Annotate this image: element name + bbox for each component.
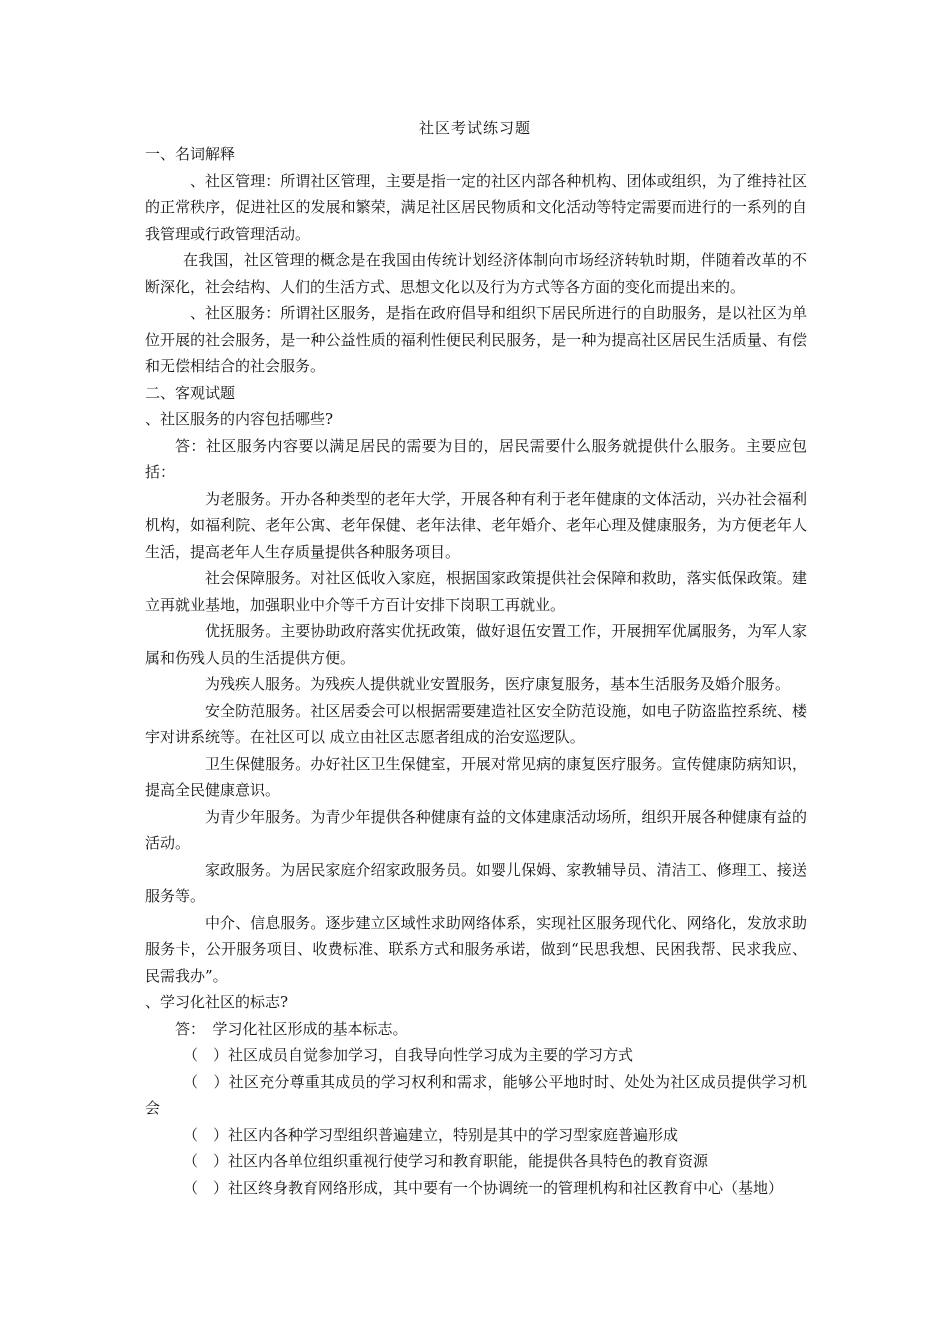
learning-mark-item: （ ）社区充分尊重其成员的学习权利和需求，能够公平地时时、处处为社区成员提供学习机会: [145, 1072, 807, 1117]
service-item: 优抚服务。主要协助政府落实优抚政策，做好退伍安置工作，开展拥军优属服务，为军人家属和伤残人员的生活提供方便。: [145, 622, 807, 667]
term-management-background: 在我国，社区管理的概念是在我国由传统计划经济体制向市场经济转轨时期，伴随着改革的不断深化，社会结构、人们的生活方式、思想文化以及行为方式等各方面的变化而提出来的。: [145, 251, 807, 296]
question-learning-community: 、学习化社区的标志?: [145, 993, 289, 1011]
learning-mark-item: （ ）社区内各单位组织重视行使学习和教育职能，能提供各具特色的教育资源: [183, 1152, 709, 1170]
term-community-service: 、社区服务：所谓社区服务，是指在政府倡导和组织下居民所进行的自助服务，是以社区为单位开展的社会服务，是一种公益性质的福利性便民利民服务，是一种为提高社区居民生活质量、有偿和无偿相结合的社会服务。: [145, 304, 807, 375]
section-heading-terms: 一、名词解释: [145, 145, 236, 163]
learning-mark-item: （ ）社区内各种学习型组织普遍建立，特别是其中的学习型家庭普遍形成: [183, 1125, 679, 1144]
answer-service-intro-text: 答：社区服务内容要以满足居民的需要为目的，居民需要什么服务就提供什么服务。主要应包括：: [145, 436, 807, 481]
service-item: 中介、信息服务。逐步建立区域性求助网络体系，实现社区服务现代化、网络化，发放求助服务卡，公开服务项目、收费标准、联系方式和服务承诺，做到“民思我想、民困我帮、民求我应、民需我办”。: [145, 913, 807, 985]
learning-mark-item: （ ）社区终身教育网络形成，其中要有一个协调统一的管理机构和社区教育中心（基地）: [183, 1178, 784, 1197]
document-body: [145, 141, 807, 1201]
term-community-management: 、社区管理：所谓社区管理，主要是指一定的社区内部各种机构、团体或组织，为了维持社区的正常秩序，促进社区的发展和繁荣，满足社区居民物质和文化活动等特定需要而进行的一系列的自我管理或行政管理活动。: [145, 171, 807, 243]
question-service-content: 、社区服务的内容包括哪些?: [145, 410, 334, 428]
service-item: 为残疾人服务。为残疾人提供就业安置服务，医疗康复服务，基本生活服务及婚介服务。: [205, 675, 791, 693]
service-item: 卫生保健服务。办好社区卫生保健室，开展对常见病的康复医疗服务。宣传健康防病知识，提高全民健康意识。: [145, 754, 807, 799]
answer-learning-intro: 答： 学习化社区形成的基本标志。: [175, 1019, 408, 1038]
section-heading-objective: 二、客观试题: [145, 383, 236, 402]
service-item: 安全防范服务。社区居委会可以根据需要建造社区安全防范设施，如电子防盗监控系统、楼宇对讲系统等。在社区可以 成立由社区志愿者组成的治安巡逻队。: [145, 701, 807, 746]
service-item: 家政服务。为居民家庭介绍家政服务员。如婴儿保姆、家教辅导员、清洁工、修理工、接送服务等。: [145, 860, 807, 905]
service-item: 为老服务。开办各种类型的老年大学，开展各种有利于老年健康的文体活动，兴办社会福利机构，如福利院、老年公寓、老年保健、老年法律、老年婚介、老年心理及健康服务，为方便老年人生活，提高老年人生存质量提供各种服务项目。: [145, 489, 807, 561]
answer-service-intro: [145, 433, 807, 486]
learning-mark-item: （ ）社区成员自觉参加学习，自我导向性学习成为主要的学习方式: [183, 1046, 634, 1064]
document-title: 社区考试练习题: [418, 119, 531, 137]
service-item: 为青少年服务。为青少年提供各种健康有益的文体建康活动场所，组织开展各种健康有益的活动。: [145, 807, 807, 852]
service-item: 社会保障服务。对社区低收入家庭，根据国家政策提供社会保障和救助，落实低保政策。建立再就业基地，加强职业中介等千方百计安排下岗职工再就业。: [145, 569, 807, 614]
